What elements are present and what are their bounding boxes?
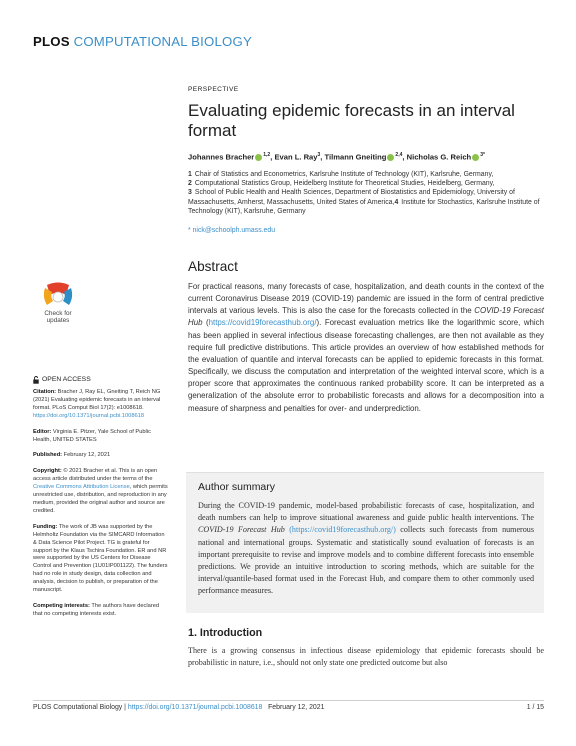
competing-interests-block: Competing interests: The authors have declared that no competing interests exist.: [33, 602, 160, 617]
footer-divider: [33, 700, 544, 701]
orcid-icon[interactable]: [255, 154, 262, 161]
author-name[interactable]: Tilmann Gneiting: [324, 152, 387, 162]
orcid-icon[interactable]: [387, 154, 394, 161]
author-affil-sup: 3: [480, 152, 483, 158]
open-access-badge: OPEN ACCESS: [33, 376, 168, 384]
affiliation-item: 3 School of Public Health and Health Sciences, Department of Biostatistics and Epidemiology, University of Massachusetts, Amherst, Massachusetts, United States of America,4 Institute for Stochastics, Karlsruhe Institute of Technology (KIT), Karlsruhe, Germany: [188, 189, 540, 215]
editor-block: Editor: Virginia E. Pitzer, Yale School of Public Health, UNITED STATES: [33, 428, 151, 443]
affiliations: [188, 170, 540, 216]
license-link[interactable]: Creative Commons Attribution License: [33, 484, 130, 491]
author-affil-sup: 2,4: [395, 152, 403, 158]
article-info-sidebar: [33, 376, 168, 627]
copyright-block: Copyright: © 2021 Bracher et al. This is an open access article distributed under the terms of the Creative Commons Attribution License, which permits unrestricted use, distribution, and reproduction in any medium, provided the original author and source are credited.: [33, 468, 168, 514]
journal-logo-plos: PLOS: [33, 34, 70, 49]
orcid-icon[interactable]: [472, 154, 479, 161]
abstract-text: For practical reasons, many forecasts of case, hospitalization, and death counts in the context of the current Coronavirus Disease 2019 (COVID-19) pandemic are issued in the form of central predictive intervals at various levels. This is also the case for the forecasts collected in the COVID-19 Forecast Hub (https://covid19forecasthub.org/). Forecast evaluation metrics like the logarithmic score, which has been applied in several infectious disease forecasting challenges, are then not available as they require full predictive distributions. This article provides an overview of how established methods for the evaluation of quantile and interval forecasts can be applied to epidemic forecasts in this format. Specifically, we discuss the computation and interpretation of the weighted interval score, which is a proper score that approximates the continuous ranked probability score. It can be interpreted as a generalization of the absolute error to probabilistic forecasts and allows for a decomposition into a measure of sharpness and penalties for over- and underprediction.: [188, 282, 544, 413]
page-footer: PLOS Computational Biology | https://doi.org/10.1371/journal.pcbi.1008618 February 12, 2021 1 / 15: [33, 704, 544, 711]
journal-logo-title: COMPUTATIONAL BIOLOGY: [73, 34, 252, 49]
author-name[interactable]: Johannes Bracher: [188, 152, 255, 162]
article-type-label: PERSPECTIVE: [188, 86, 239, 93]
introduction-heading: 1. Introduction: [188, 627, 263, 639]
author-summary-text: During the COVID-19 pandemic, model-based probabilistic forecasts of case, hospitalization, and death numbers can help to improve situational awareness and guide public health interventions. The COVID-19 Forecast Hub (https://covid19forecasthub.org/) collects such forecasts from numerous national and international groups. Systematic and statistically sound evaluation of forecasts is an important prerequisite to revise and improve models and to combine different forecasts into ensemble predictions. We provide an intuitive introduction to scoring methods, which are suitable for the interval/quantile-based format used in the Forecast Hub, and compare them to other commonly used performance measures.: [198, 501, 534, 596]
footer-doi-link[interactable]: https://doi.org/10.1371/journal.pcbi.1008618: [127, 704, 263, 711]
affiliation-item: 1 Chair of Statistics and Econometrics, Karlsruhe Institute of Technology (KIT), Karlsruhe, Germany,: [188, 171, 494, 178]
author-name[interactable]: Evan L. Ray: [274, 152, 318, 162]
page-number: 1 / 15: [526, 704, 544, 711]
citation-block: Citation: Bracher J, Ray EL, Gneiting T, Reich NG (2021) Evaluating epidemic forecasts in an interval format. PLoS Comput Biol 17(2): e1008618. https://doi.org/10.1371/journal.pcbi.1008618: [33, 389, 161, 419]
forecast-hub-link[interactable]: https://covid19forecasthub.org/: [208, 318, 317, 328]
check-for-updates-label[interactable]: Check for updates: [44, 310, 72, 325]
corresponding-marker: *: [482, 152, 485, 158]
article-title: Evaluating epidemic forecasts in an interval format: [188, 101, 515, 140]
author-summary-heading: Author summary: [198, 481, 276, 493]
introduction-text: There is a growing consensus in infectious disease epidemiology that epidemic forecasts should be probabilistic in nature, i.e., should not only state one predicted outcome but also: [188, 646, 544, 668]
citation-doi-link[interactable]: https://doi.org/10.1371/journal.pcbi.1008618: [33, 412, 144, 419]
author-name[interactable]: Nicholas G. Reich: [406, 152, 472, 162]
corresponding-email[interactable]: * nick@schoolph.umass.edu: [188, 227, 276, 234]
abstract-heading: Abstract: [188, 259, 238, 274]
journal-logo[interactable]: [33, 34, 252, 49]
author-affil-sup: 1,2: [263, 152, 271, 158]
footer-journal: PLOS Computational Biology: [33, 704, 123, 711]
author-list: Johannes Bracher $^{1,2}$, Evan L. Ray$^3$, Tilmann Gneiting $^{2,4}$, Nicholas G. Reich $^{3*}$: [188, 152, 485, 162]
affiliation-item: 2 Computational Statistics Group, Heidelberg Institute for Theoretical Studies, Heidelberg, Germany,: [188, 180, 495, 188]
funding-block: Funding: The work of JB was supported by the Helmholtz Foundation via the SIMCARD Information & Data Science Pilot Project. TG is grateful for support by the Klaus Tschira Foundation. ER and NR were supported by the US Centers for Disease Control and Prevention (1U01IP001122). The funders had no role in study design, data collection and analysis, decision to publish, or preparation of the manuscript.: [33, 523, 168, 594]
open-lock-icon: [33, 376, 39, 384]
published-block: Published: February 12, 2021: [33, 452, 111, 459]
author-affil-sup: 3: [317, 152, 321, 158]
footer-date: February 12, 2021: [268, 704, 325, 711]
summary-hub-link[interactable]: (https://covid19forecasthub.org/): [289, 525, 396, 535]
